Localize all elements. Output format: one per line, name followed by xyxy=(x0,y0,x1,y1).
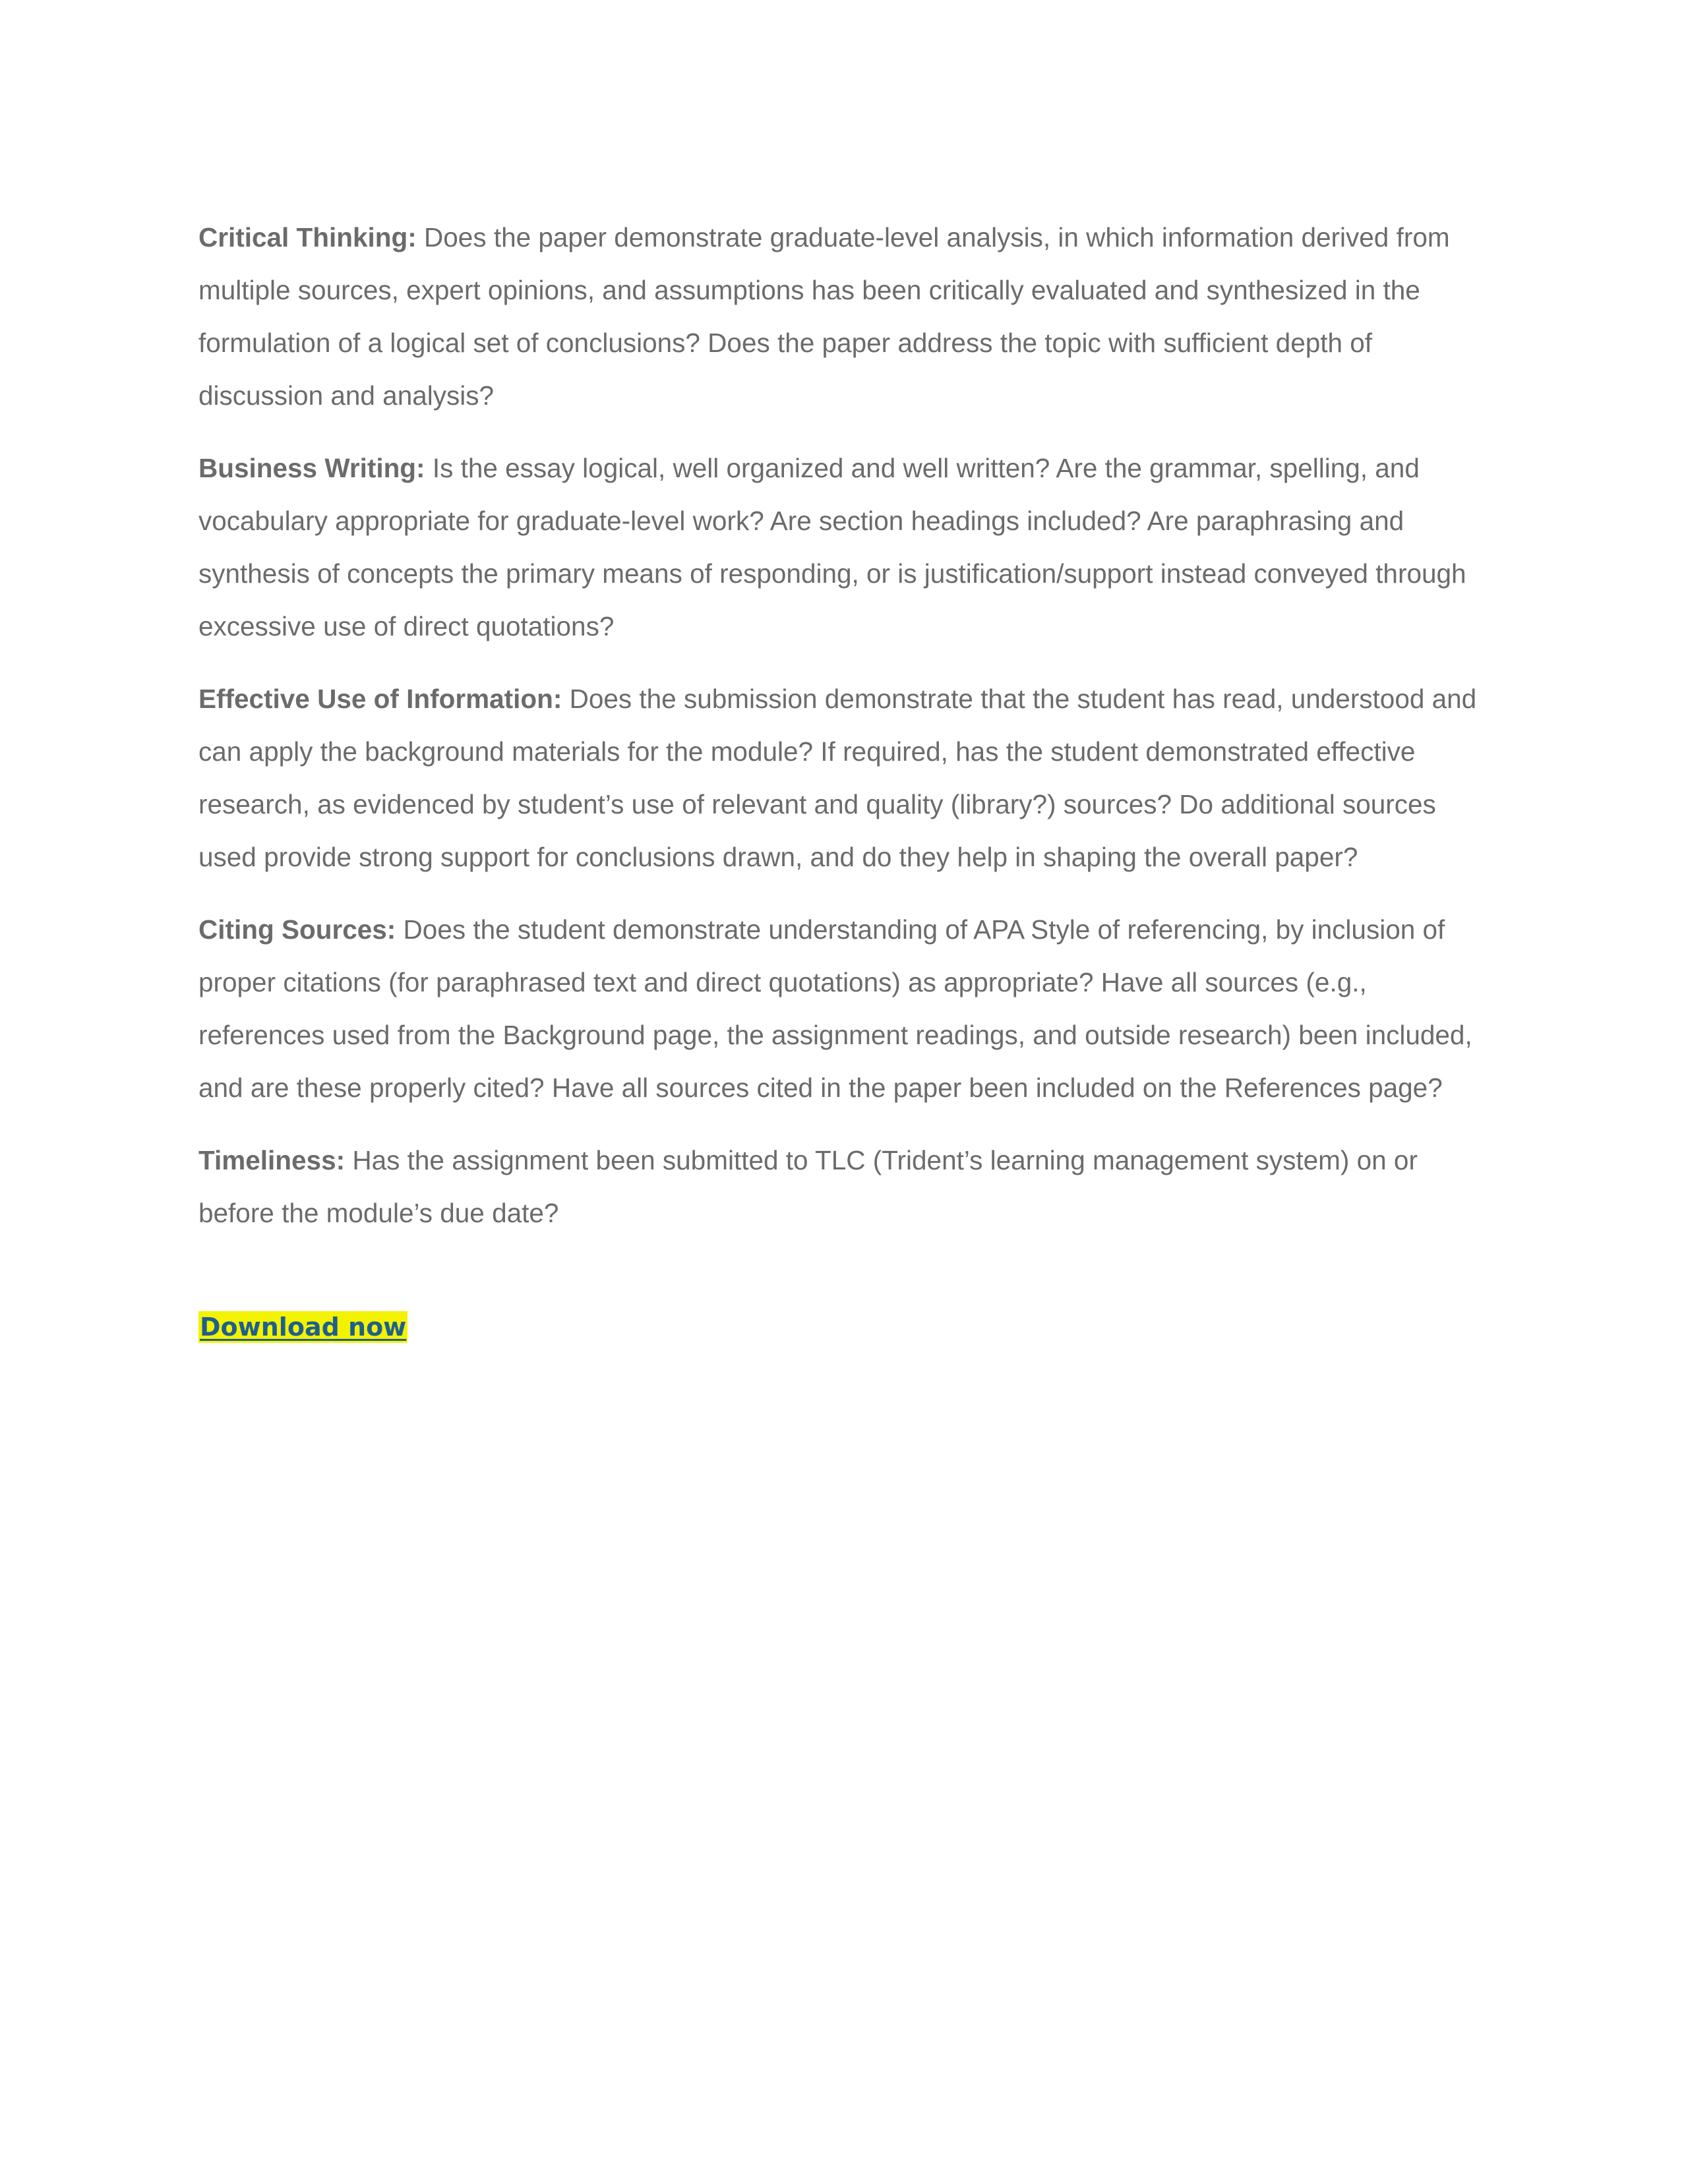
criterion-text: Has the assignment been submitted to TLC (Trident’s learning management system) on or before the module’s due date? xyxy=(198,1145,1418,1228)
download-section xyxy=(198,1309,1491,1345)
criterion-citing-sources xyxy=(198,903,1491,1114)
criterion-term: Timeliness: xyxy=(198,1145,346,1175)
criterion-term: Citing Sources: xyxy=(198,914,396,945)
criterion-term: Business Writing: xyxy=(198,453,425,483)
criterion-timeliness xyxy=(198,1134,1491,1239)
criterion-business-writing xyxy=(198,442,1491,653)
criterion-term: Effective Use of Information: xyxy=(198,684,562,714)
criterion-text: Does the submission demonstrate that the student has read, understood and can apply the background materials for the module? If required, has the student demonstrated effective research, as evidenced by student’s use of relevant and quality (library?) sources? Do additional sources used provide strong support for conclusions drawn, and do they help in shaping the overall paper? xyxy=(198,684,1477,872)
criterion-text: Does the paper demonstrate graduate-level analysis, in which information derived from multiple sources, expert opinions, and assumptions has been critically evaluated and synthesized in the formulation of a logical set of conclusions? Does the paper address the topic with sufficient depth of discussion and analysis? xyxy=(198,222,1450,411)
criterion-text: Does the student demonstrate understanding of APA Style of referencing, by inclusion of proper citations (for paraphrased text and direct quotations) as appropriate? Have all sources (e.g., references used from the Background page, the assignment readings, and outside research) been included, and are these properly cited? Have all sources cited in the paper been included on the References page? xyxy=(198,914,1472,1103)
download-now-link[interactable]: Download now xyxy=(200,1313,407,1342)
page-content xyxy=(198,211,1491,1345)
criterion-critical-thinking xyxy=(198,211,1491,422)
criterion-text: Is the essay logical, well organized and well written? Are the grammar, spelling, and vocabulary appropriate for graduate-level work? Are section headings included? Are paraphrasing and synthesis of concepts the primary means of responding, or is justification/support instead conveyed through excessive use of direct quotations? xyxy=(198,453,1466,641)
criterion-effective-use-of-information xyxy=(198,672,1491,883)
criterion-term: Critical Thinking: xyxy=(198,222,417,252)
